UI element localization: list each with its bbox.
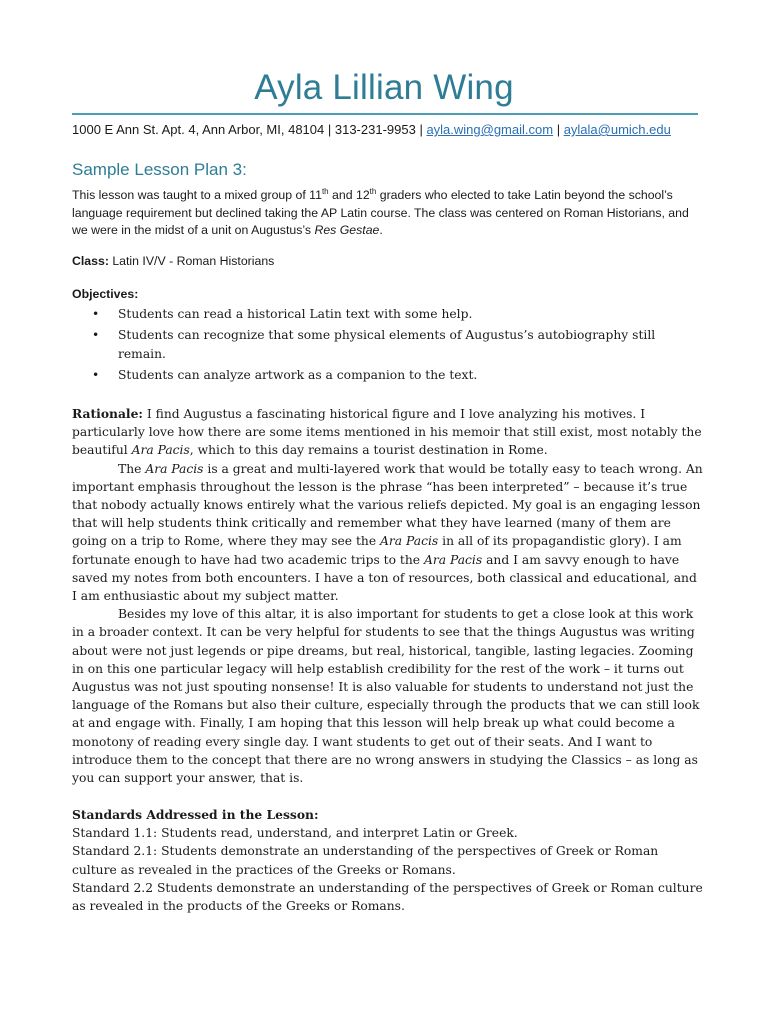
- paragraph-text: I find Augustus a fascinating historical figure and I love analyzing his motives. I particularly love how there are some items mentioned in his memoir that still exist, most notably the beautiful: [72, 407, 702, 458]
- work-title: Res Gestae: [314, 223, 380, 237]
- class-line: [72, 254, 274, 268]
- intro-text: This lesson was taught to a mixed group of 11: [72, 188, 322, 202]
- author-name: Ayla Lillian Wing: [254, 68, 514, 107]
- paragraph-text: and I am savvy enough to have saved my notes from both encounters. I have a ton of resources, both classical and educational, and I am enthusiastic about my subject matter.: [72, 552, 697, 604]
- email-link-gmail[interactable]: ayla.wing@gmail.com: [426, 122, 554, 137]
- paragraph-text: The: [118, 461, 146, 476]
- email-link-umich[interactable]: aylala@umich.edu: [563, 122, 671, 137]
- phone-number: 313-231-9953: [334, 122, 416, 137]
- class-value: Latin IV/V - Roman Historians: [108, 254, 275, 268]
- list-item: [72, 305, 702, 324]
- separator: |: [324, 122, 335, 137]
- objectives-list: [72, 305, 702, 387]
- rationale-label: Rationale:: [72, 406, 143, 421]
- intro-text: .: [379, 223, 383, 237]
- work-title: Ara Pacis: [380, 534, 439, 549]
- address: 1000 E Ann St. Apt. 4, Ann Arbor, MI, 48104: [72, 122, 325, 137]
- class-label: Class:: [72, 254, 109, 268]
- separator: |: [553, 122, 564, 137]
- work-title: Ara Pacis: [145, 461, 204, 476]
- lesson-intro: [72, 187, 702, 240]
- list-item: [72, 366, 702, 385]
- lesson-title: Sample Lesson Plan 3:: [72, 160, 247, 179]
- header-divider: [72, 113, 698, 115]
- list-item: [72, 326, 702, 364]
- objective-text: Students can analyze artwork as a companion to the text.: [118, 368, 478, 382]
- bullet-icon: •: [92, 368, 100, 382]
- ordinal-suffix: th: [321, 186, 329, 196]
- contact-line: [72, 122, 712, 137]
- standard-item: Standard 1.1: Students read, understand, and interpret Latin or Greek.: [72, 826, 518, 841]
- paragraph-text: , which to this day remains a tourist destination in Rome.: [189, 443, 548, 458]
- rationale-paragraph-3: Besides my love of this altar, it is also important for students to get a close look at this work in a broader context. It can be very helpful for students to see that the things Augustus was writing about were not just legends or pipe dreams, but real, historical, tangible, lasting legacies. Zooming in on this one particular legacy will help establish credibility for the rest of the work – it turns out Augustus was not just spouting nonsense! It is also valuable for students to understand not just the language of the Romans but also their culture, especially through the products that we can still look at and engage with. Finally, I am hoping that this lesson will help break up what could become a monotony of reading every single day. I want students to get out of their seats. And I want to introduce them to the concept that there are no wrong answers in studying the Classics – as long as you can support your answer, that is.: [72, 607, 700, 786]
- bullet-icon: •: [92, 307, 100, 321]
- separator: |: [415, 122, 427, 137]
- standard-item: Standard 2.1: Students demonstrate an understanding of the perspectives of Greek or Roman culture as revealed in the practices of the Greeks or Romans.: [72, 844, 659, 877]
- intro-text: graders who elected to take Latin beyond the school’s language requirement but declined taking the AP Latin course. The class was centered on Roman Historians, and we were in the midst of a unit on Augustus’s: [72, 188, 689, 237]
- bullet-icon: •: [92, 328, 100, 342]
- objective-text: Students can read a historical Latin text with some help.: [118, 307, 473, 321]
- paragraph-text: is a great and multi-layered work that would be totally easy to teach wrong. An important emphasis throughout the lesson is the phrase “has been interpreted” – because it’s true that nobody actually knows entirely what the various reliefs depicted. My goal is an engaging lesson that will help students think critically and remember what they have learned (many of them are going on a trip to Rome, where they may see the: [72, 461, 703, 549]
- objective-text: Students can recognize that some physical elements of Augustus’s autobiography still remain.: [118, 328, 656, 361]
- ordinal-suffix: th: [369, 186, 377, 196]
- rationale-section: [72, 405, 704, 787]
- rationale-paragraph-2: [72, 460, 704, 606]
- rationale-paragraph-1: [72, 405, 704, 460]
- standards-heading: Standards Addressed in the Lesson:: [72, 807, 319, 822]
- work-title: Ara Pacis: [131, 443, 190, 458]
- objectives-heading: Objectives:: [72, 287, 139, 301]
- paragraph-text: in all of its propagandistic glory). I am fortunate enough to have had two academic trips to the: [72, 534, 682, 567]
- standard-item: Standard 2.2 Students demonstrate an understanding of the perspectives of Greek or Roman culture as revealed in the products of the Greeks or Romans.: [72, 880, 703, 914]
- work-title: Ara Pacis: [423, 552, 483, 567]
- standards-section: [72, 806, 704, 915]
- intro-text: and 12: [328, 188, 370, 202]
